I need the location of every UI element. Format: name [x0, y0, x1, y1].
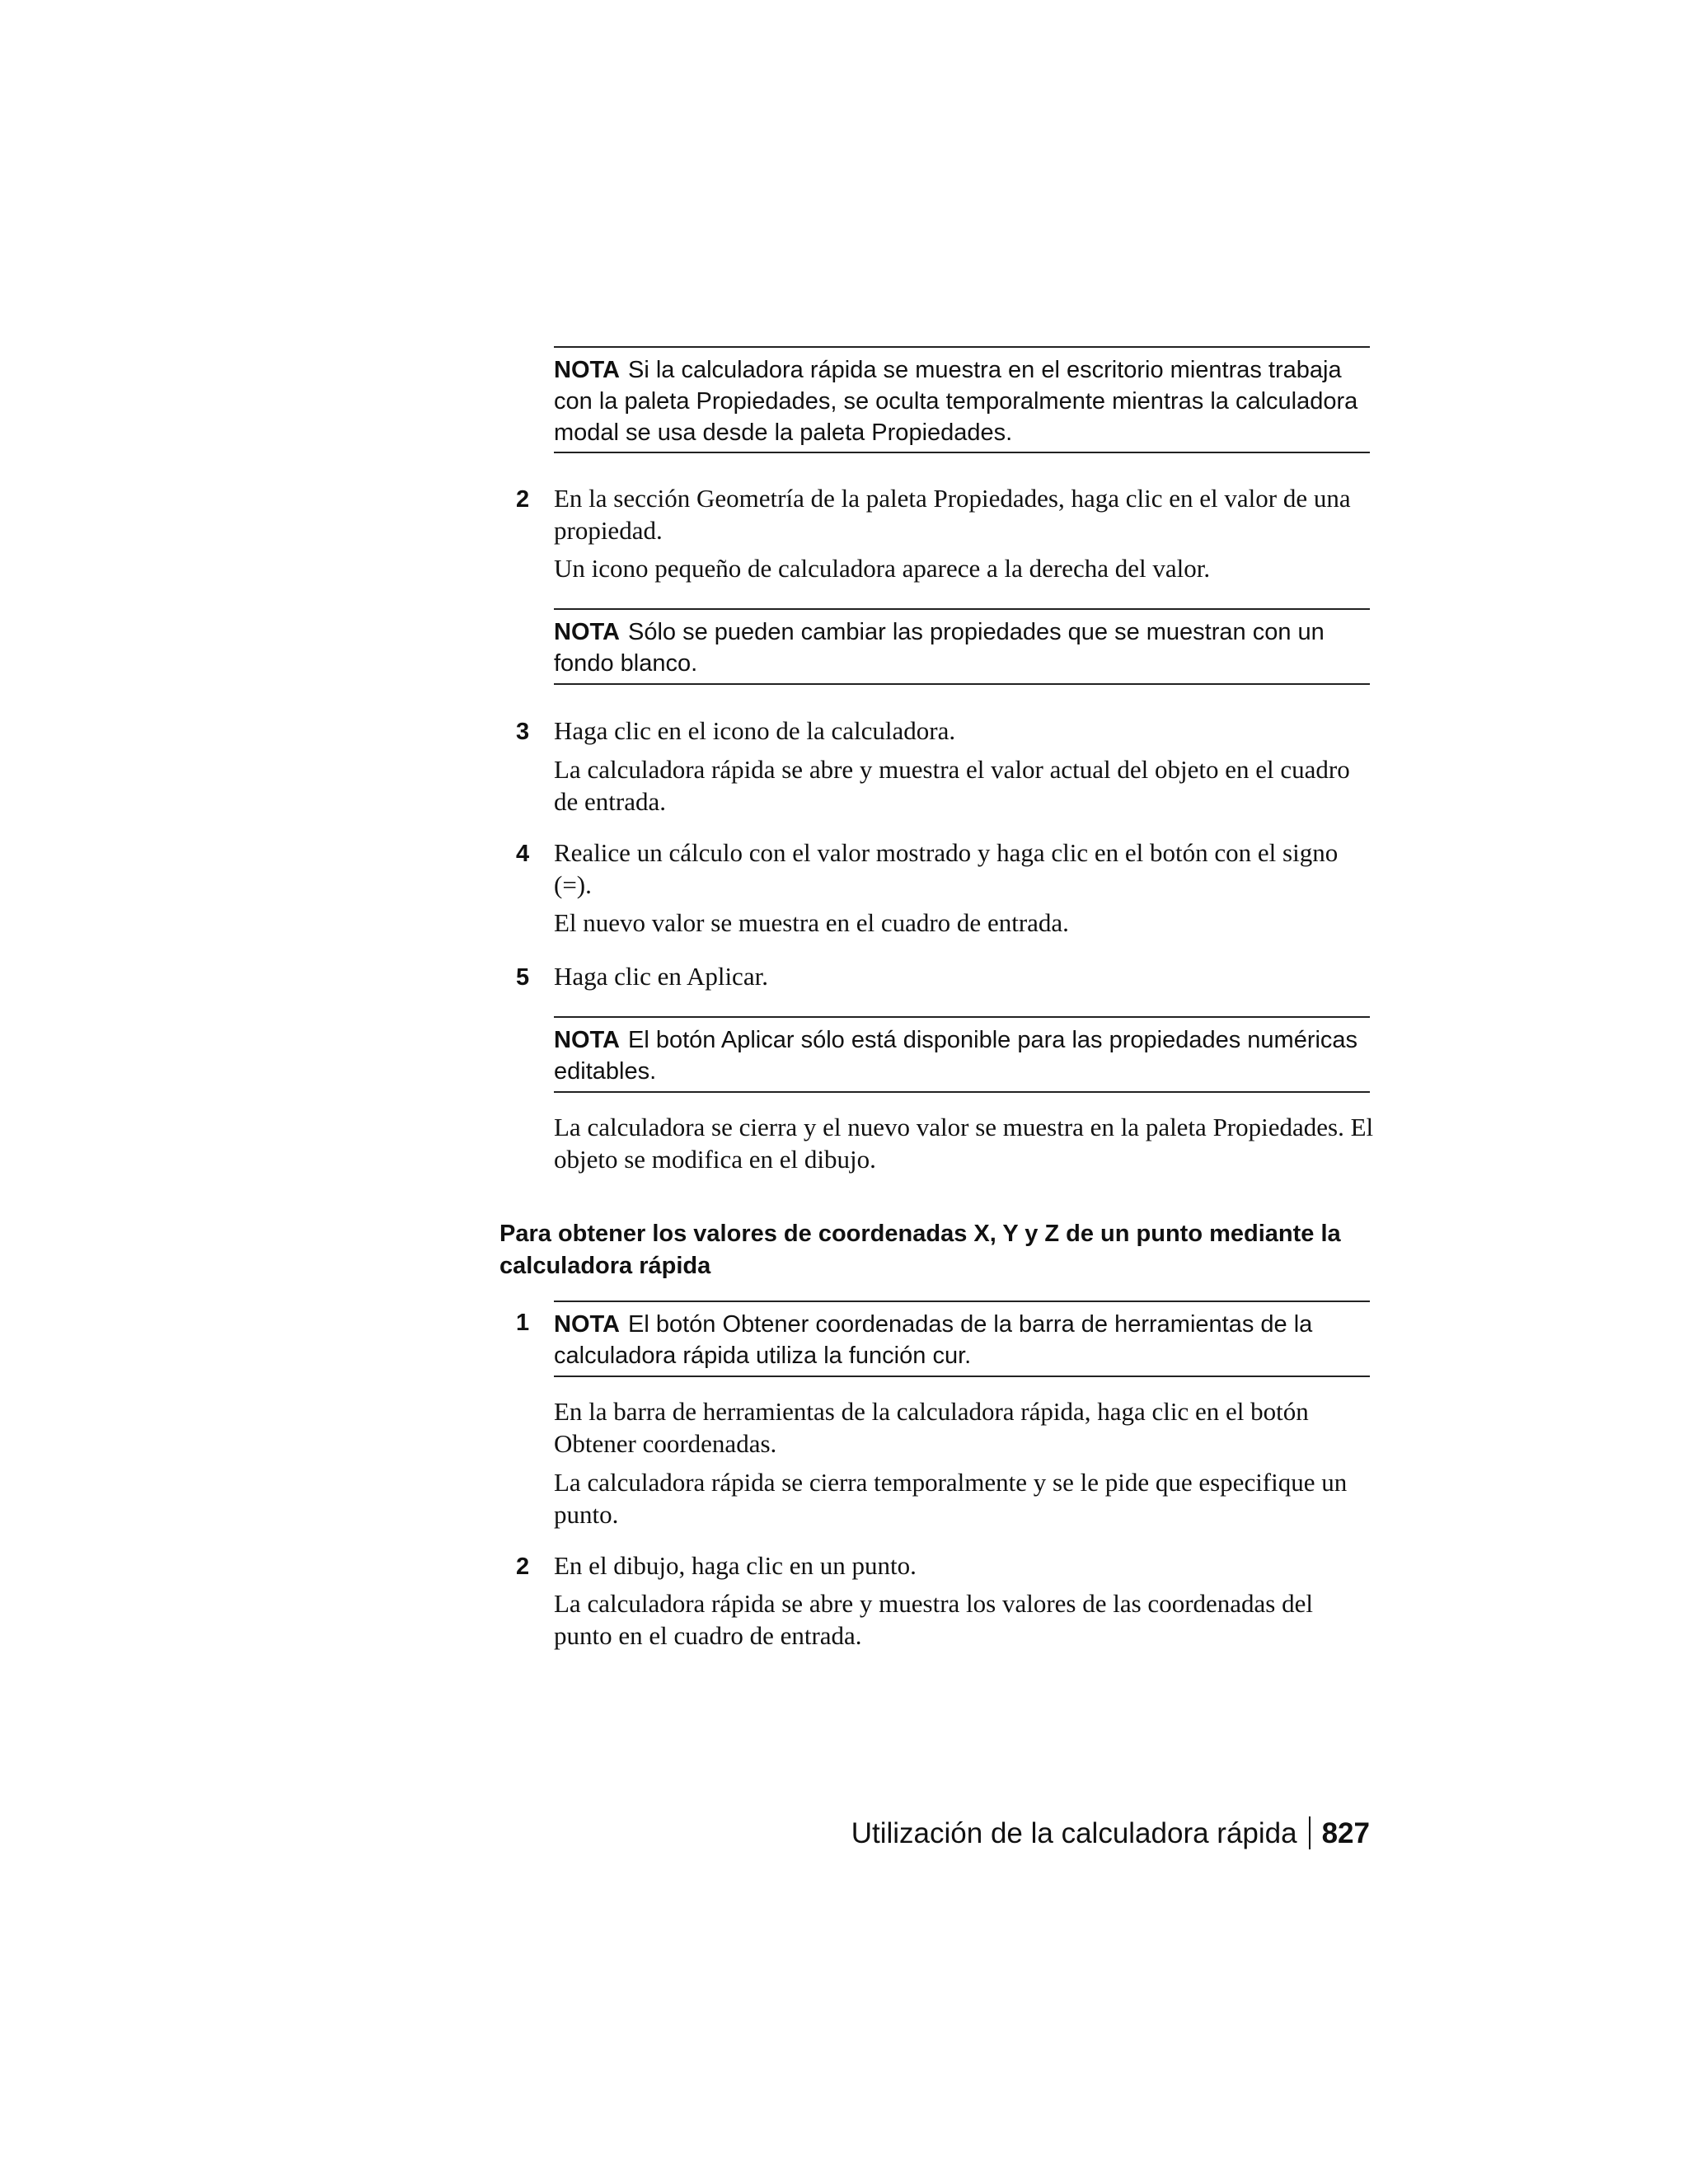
- note-text: Sólo se pueden cambiar las propiedades que se muestran con un fondo blanco.: [554, 619, 1325, 677]
- note-text: El botón Obtener coordenadas de la barra de herramientas de la calculadora rápida utiliza la función cur.: [554, 1311, 1313, 1369]
- note-box: [554, 1301, 1370, 1377]
- note-label: NOTA: [554, 1027, 621, 1053]
- note-box: [554, 346, 1370, 453]
- note-label: NOTA: [554, 357, 621, 383]
- step-result: Un icono pequeño de calculadora aparece a la derecha del valor.: [554, 554, 1211, 583]
- step-number: 1: [516, 1310, 530, 1336]
- step-text: Haga clic en el icono de la calculadora.: [554, 716, 956, 745]
- step-text: En la barra de herramientas de la calculadora rápida, haga clic en el botón Obtener coordenadas.: [554, 1397, 1309, 1458]
- step-text: Realice un cálculo con el valor mostrado y haga clic en el botón con el signo (=).: [554, 838, 1339, 899]
- note-text: Si la calculadora rápida se muestra en el escritorio mientras trabaja con la paleta Propiedades, se oculta temporalmente mientras la calculadora modal se usa desde la paleta Propiedades.: [554, 357, 1358, 446]
- step-text: Haga clic en Aplicar.: [554, 962, 768, 991]
- step-text: En la sección Geometría de la paleta Propiedades, haga clic en el valor de una propiedad.: [554, 484, 1351, 545]
- page-footer: [851, 1816, 1370, 1852]
- note-box: [554, 1016, 1370, 1093]
- step-number: 2: [516, 1554, 530, 1580]
- step-text: En el dibujo, haga clic en un punto.: [554, 1551, 917, 1580]
- step-result: La calculadora rápida se abre y muestra el valor actual del objeto en el cuadro de entrada.: [554, 755, 1350, 816]
- step-result: La calculadora rápida se abre y muestra los valores de las coordenadas del punto en el cuadro de entrada.: [554, 1589, 1313, 1650]
- step-number: 4: [516, 841, 530, 867]
- step-number: 3: [516, 719, 530, 745]
- page-number: 827: [1321, 1817, 1370, 1849]
- step-result: La calculadora rápida se cierra temporalmente y se le pide que especifique un punto.: [554, 1468, 1348, 1529]
- note-label: NOTA: [554, 619, 621, 645]
- procedure-heading: Para obtener los valores de coordenadas X, Y y Z de un punto mediante la calculadora rápida: [499, 1221, 1341, 1279]
- footer-title: Utilización de la calculadora rápida: [851, 1817, 1297, 1849]
- step-number: 5: [516, 964, 530, 991]
- note-text: El botón Aplicar sólo está disponible para las propiedades numéricas editables.: [554, 1027, 1358, 1085]
- step-result: La calculadora se cierra y el nuevo valor se muestra en la paleta Propiedades. El objeto se modifica en el dibujo.: [554, 1113, 1374, 1174]
- note-box: [554, 608, 1370, 685]
- footer-separator: [1309, 1816, 1311, 1849]
- step-result: El nuevo valor se muestra en el cuadro de entrada.: [554, 908, 1069, 937]
- step-number: 2: [516, 486, 530, 513]
- note-label: NOTA: [554, 1311, 621, 1338]
